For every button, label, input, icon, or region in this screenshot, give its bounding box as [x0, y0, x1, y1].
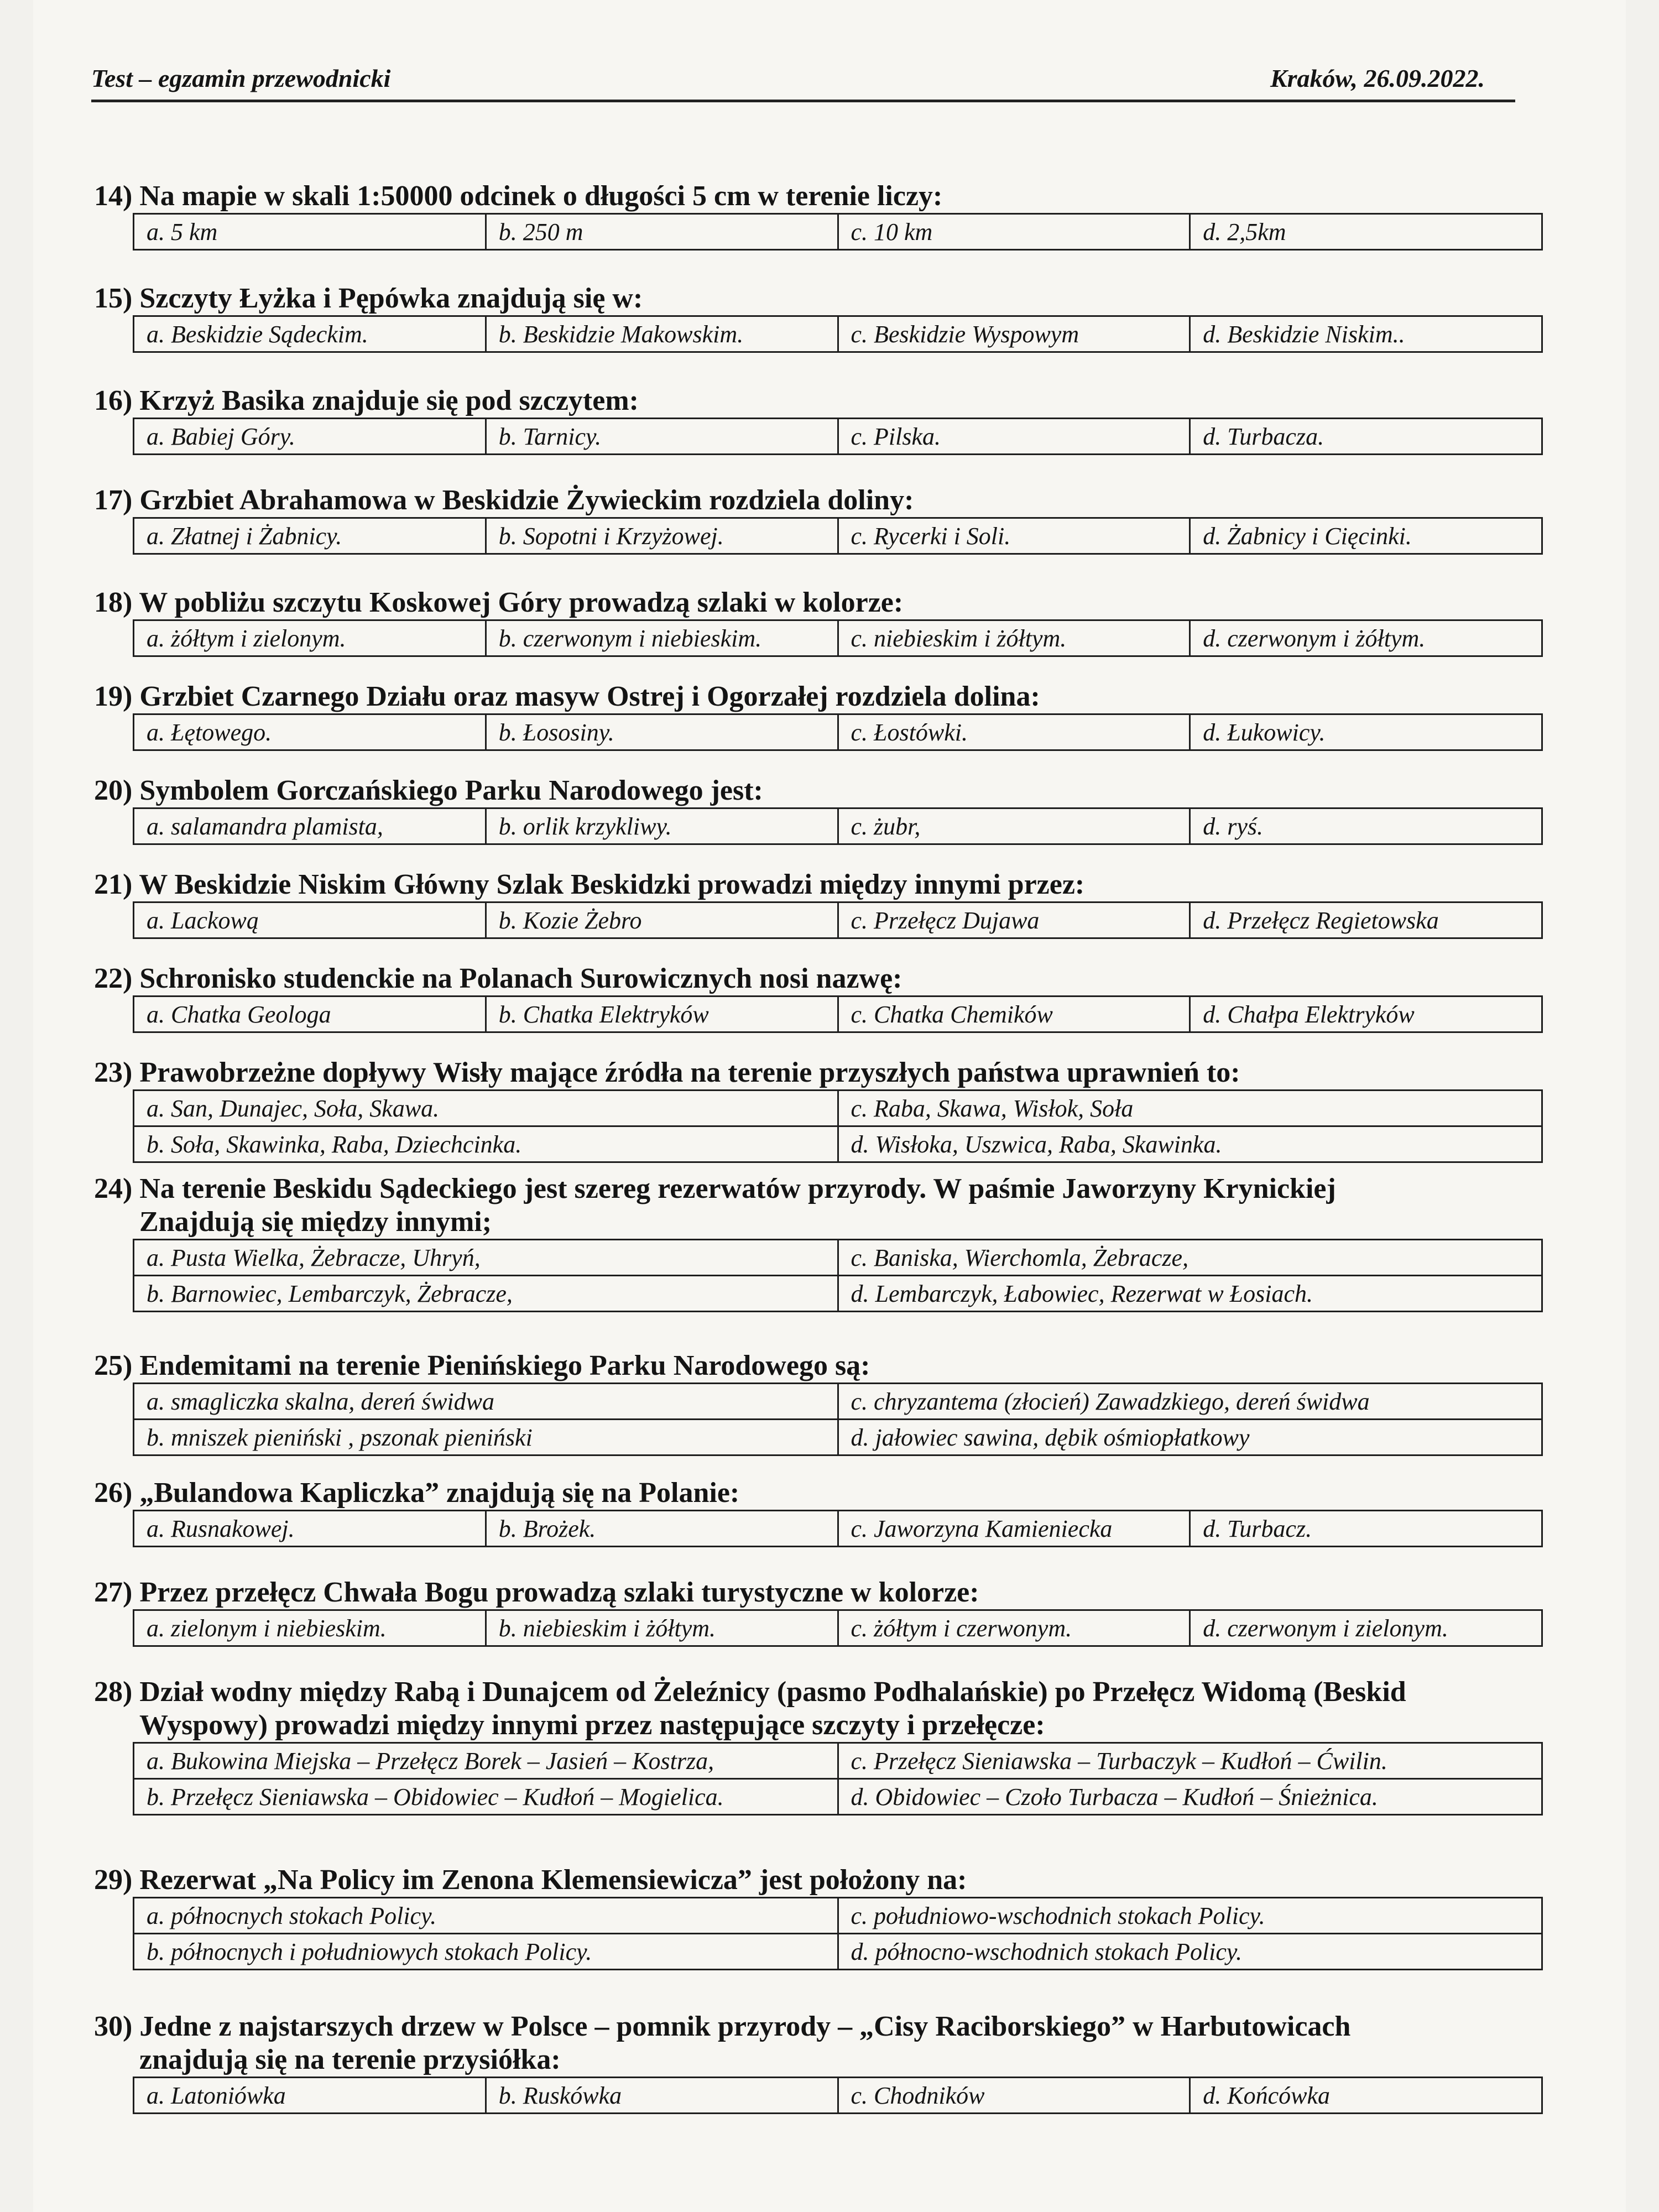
- question-text: [94, 1172, 1543, 1239]
- answer-c[interactable]: c. Raba, Skawa, Wisłok, Soła: [838, 1091, 1542, 1126]
- question-text: 22) Schronisko studenckie na Polanach Surowicznych nosi nazwę:: [94, 963, 902, 994]
- answer-d[interactable]: d. 2,5km: [1190, 214, 1542, 250]
- question-30: [94, 2010, 1543, 2114]
- answer-a[interactable]: a. 5 km: [134, 214, 486, 250]
- answer-b[interactable]: b. Sopotni i Krzyżowej.: [486, 518, 838, 554]
- answer-table: [133, 1897, 1543, 1970]
- answer-table: [133, 1089, 1543, 1163]
- page-header: [91, 61, 1515, 102]
- answer-b[interactable]: b. Chatka Elektryków: [486, 997, 838, 1032]
- question-text: 25) Endemitami na terenie Pienińskiego Parku Narodowego są:: [94, 1350, 870, 1381]
- answer-b[interactable]: b. 250 m: [486, 214, 838, 250]
- answer-b[interactable]: b. Ruskówka: [486, 2078, 838, 2114]
- answer-table: [133, 901, 1543, 939]
- question-14: [94, 180, 1543, 251]
- answer-d[interactable]: d. ryś.: [1190, 808, 1542, 844]
- answer-a[interactable]: a. smagliczka skalna, dereń świdwa: [134, 1384, 838, 1420]
- answer-c[interactable]: c. Rycerki i Soli.: [838, 518, 1190, 554]
- answer-d[interactable]: d. Lembarczyk, Łabowiec, Rezerwat w Łosiach.: [838, 1276, 1542, 1312]
- answer-a[interactable]: a. północnych stokach Policy.: [134, 1898, 838, 1934]
- answer-table: [133, 1742, 1543, 1815]
- question-20: [94, 774, 1543, 845]
- question-22: [94, 962, 1543, 1033]
- answer-table: [133, 1510, 1543, 1547]
- answer-b[interactable]: b. mniszek pieniński , pszonak pieniński: [134, 1420, 838, 1455]
- answer-b[interactable]: b. Kozie Żebro: [486, 902, 838, 938]
- answer-c[interactable]: c. południowo-wschodnich stokach Policy.: [838, 1898, 1542, 1934]
- question-text: 26) „Bulandowa Kapliczka” znajdują się na Polanie:: [94, 1477, 740, 1509]
- question-text: 19) Grzbiet Czarnego Działu oraz masyw Ostrej i Ogorzałej rozdziela dolina:: [94, 681, 1040, 712]
- answer-c[interactable]: c. żubr,: [838, 808, 1190, 844]
- question-21: [94, 868, 1543, 939]
- answer-a[interactable]: a. żółtym i zielonym.: [134, 620, 486, 656]
- answer-c[interactable]: c. Beskidzie Wyspowym: [838, 316, 1190, 352]
- answer-table: [133, 517, 1543, 555]
- question-text: [94, 1676, 1543, 1742]
- question-23: [94, 1056, 1543, 1163]
- answer-d[interactable]: d. Żabnicy i Cięcinki.: [1190, 518, 1542, 554]
- answer-b[interactable]: b. północnych i południowych stokach Policy.: [134, 1934, 838, 1970]
- question-15: [94, 282, 1543, 353]
- answer-b[interactable]: b. Beskidzie Makowskim.: [486, 316, 838, 352]
- question-19: [94, 680, 1543, 751]
- answer-table: [133, 995, 1543, 1033]
- answer-c[interactable]: c. Łostówki.: [838, 714, 1190, 750]
- question-25: [94, 1349, 1543, 1456]
- answer-c[interactable]: c. chryzantema (złocień) Zawadzkiego, dereń świdwa: [838, 1384, 1542, 1420]
- answer-c[interactable]: c. Pilska.: [838, 419, 1190, 455]
- answer-table: [133, 1609, 1543, 1647]
- question-26: [94, 1477, 1543, 1547]
- question-16: [94, 384, 1543, 455]
- question-text: 17) Grzbiet Abrahamowa w Beskidzie Żywieckim rozdziela doliny:: [94, 484, 914, 516]
- question-text: 14) Na mapie w skali 1:50000 odcinek o długości 5 cm w terenie liczy:: [94, 180, 943, 212]
- answer-a[interactable]: a. Babiej Góry.: [134, 419, 486, 455]
- question-text: 15) Szczyty Łyżka i Pępówka znajdują się w:: [94, 283, 643, 314]
- answer-d[interactable]: d. Turbacz.: [1190, 1511, 1542, 1547]
- question-29: [94, 1864, 1543, 1970]
- question-text: 16) Krzyż Basika znajduje się pod szczytem:: [94, 385, 639, 416]
- answer-c[interactable]: c. Przełęcz Sieniawska – Turbaczyk – Kudłoń – Ćwilin.: [838, 1743, 1542, 1779]
- question-line-1: 24) Na terenie Beskidu Sądeckiego jest szereg rezerwatów przyrody. W paśmie Jaworzyny Krynickiej: [94, 1173, 1336, 1204]
- answer-a[interactable]: a. Beskidzie Sądeckim.: [134, 316, 486, 352]
- question-text: 29) Rezerwat „Na Policy im Zenona Klemensiewicza” jest położony na:: [94, 1864, 967, 1896]
- answer-d[interactable]: d. czerwonym i zielonym.: [1190, 1610, 1542, 1646]
- answer-a[interactable]: a. Rusnakowej.: [134, 1511, 486, 1547]
- answer-d[interactable]: d. Beskidzie Niskim..: [1190, 316, 1542, 352]
- question-text: 20) Symbolem Gorczańskiego Parku Narodowego jest:: [94, 775, 763, 806]
- answer-b[interactable]: b. Przełęcz Sieniawska – Obidowiec – Kudłoń – Mogielica.: [134, 1779, 838, 1815]
- answer-b[interactable]: b. czerwonym i niebieskim.: [486, 620, 838, 656]
- question-17: [94, 484, 1543, 555]
- question-text: 18) W pobliżu szczytu Koskowej Góry prowadzą szlaki w kolorze:: [94, 587, 904, 618]
- answer-d[interactable]: d. Chałpa Elektryków: [1190, 997, 1542, 1032]
- answer-d[interactable]: d. Łukowicy.: [1190, 714, 1542, 750]
- answer-d[interactable]: d. Przełęcz Regietowska: [1190, 902, 1542, 938]
- answer-table: [133, 807, 1543, 845]
- answer-a[interactable]: a. salamandra plamista,: [134, 808, 486, 844]
- answer-table: [133, 713, 1543, 751]
- header-title: Test – egzamin przewodnicki: [91, 64, 391, 92]
- answer-b[interactable]: b. Tarnicy.: [486, 419, 838, 455]
- answer-d[interactable]: d. Wisłoka, Uszwica, Raba, Skawinka.: [838, 1126, 1542, 1162]
- answer-c[interactable]: c. Jaworzyna Kamieniecka: [838, 1511, 1190, 1547]
- answer-a[interactable]: a. Bukowina Miejska – Przełęcz Borek – Jasień – Kostrza,: [134, 1743, 838, 1779]
- answer-a[interactable]: a. San, Dunajec, Soła, Skawa.: [134, 1091, 838, 1126]
- answer-table: [133, 1383, 1543, 1456]
- answer-c[interactable]: c. Chodników: [838, 2078, 1190, 2114]
- question-28: [94, 1676, 1543, 1815]
- answer-table: [133, 2077, 1543, 2114]
- answer-d[interactable]: d. jałowiec sawina, dębik ośmiopłatkowy: [838, 1420, 1542, 1455]
- answer-b[interactable]: b. Łososiny.: [486, 714, 838, 750]
- question-line-1: 30) Jedne z najstarszych drzew w Polsce – pomnik przyrody – „Cisy Raciborskiego” w Harbutowicach: [94, 2011, 1351, 2042]
- answer-a[interactable]: a. Pusta Wielka, Żebracze, Uhryń,: [134, 1240, 838, 1276]
- answer-d[interactable]: d. północno-wschodnich stokach Policy.: [838, 1934, 1542, 1970]
- answer-c[interactable]: c. żółtym i czerwonym.: [838, 1610, 1190, 1646]
- answer-a[interactable]: a. Lackową: [134, 902, 486, 938]
- answer-table: [133, 1239, 1543, 1312]
- question-text: 21) W Beskidzie Niskim Główny Szlak Beskidzki prowadzi między innymi przez:: [94, 869, 1085, 900]
- question-line-1: 28) Dział wodny między Rabą i Dunajcem od Żeleźnicy (pasmo Podhalańskie) po Przełęcz Widomą (Beskid: [94, 1676, 1406, 1708]
- question-line-2: Wyspowy) prowadzi między innymi przez następujące szczyty i przełęcze:: [139, 1709, 1045, 1741]
- question-line-2: Znajdują się między innymi;: [139, 1206, 492, 1238]
- answer-c[interactable]: c. Przełęcz Dujawa: [838, 902, 1190, 938]
- answer-c[interactable]: c. niebieskim i żółtym.: [838, 620, 1190, 656]
- answer-a[interactable]: a. Łętowego.: [134, 714, 486, 750]
- answer-b[interactable]: b. orlik krzykliwy.: [486, 808, 838, 844]
- answer-a[interactable]: a. Chatka Geologa: [134, 997, 486, 1032]
- header-date: Kraków, 26.09.2022.: [1270, 64, 1485, 92]
- answer-b[interactable]: b. niebieskim i żółtym.: [486, 1610, 838, 1646]
- question-18: [94, 586, 1543, 657]
- question-text: 23) Prawobrzeżne dopływy Wisły mające źródła na terenie przyszłych państwa uprawnień to:: [94, 1057, 1240, 1088]
- question-line-2: znajdują się na terenie przysiółka:: [139, 2044, 561, 2075]
- answer-a[interactable]: a. Złatnej i Żabnicy.: [134, 518, 486, 554]
- question-text: 27) Przez przełęcz Chwała Bogu prowadzą szlaki turystyczne w kolorze:: [94, 1577, 979, 1608]
- question-27: [94, 1576, 1543, 1647]
- answer-d[interactable]: d. Turbacza.: [1190, 419, 1542, 455]
- answer-c[interactable]: c. Chatka Chemików: [838, 997, 1190, 1032]
- answer-table: [133, 619, 1543, 657]
- answer-table: [133, 418, 1543, 455]
- answer-table: [133, 315, 1543, 353]
- answer-d[interactable]: d. Obidowiec – Czoło Turbacza – Kudłoń – Śnieżnica.: [838, 1779, 1542, 1815]
- answer-c[interactable]: c. 10 km: [838, 214, 1190, 250]
- answer-table: [133, 213, 1543, 251]
- answer-d[interactable]: d. czerwonym i żółtym.: [1190, 620, 1542, 656]
- answer-b[interactable]: b. Soła, Skawinka, Raba, Dziechcinka.: [134, 1126, 838, 1162]
- answer-b[interactable]: b. Barnowiec, Lembarczyk, Żebracze,: [134, 1276, 838, 1312]
- answer-b[interactable]: b. Brożek.: [486, 1511, 838, 1547]
- question-24: [94, 1172, 1543, 1312]
- answer-c[interactable]: c. Baniska, Wierchomla, Żebracze,: [838, 1240, 1542, 1276]
- answer-a[interactable]: a. Latoniówka: [134, 2078, 486, 2114]
- answer-d[interactable]: d. Końcówka: [1190, 2078, 1542, 2114]
- question-text: [94, 2010, 1543, 2077]
- answer-a[interactable]: a. zielonym i niebieskim.: [134, 1610, 486, 1646]
